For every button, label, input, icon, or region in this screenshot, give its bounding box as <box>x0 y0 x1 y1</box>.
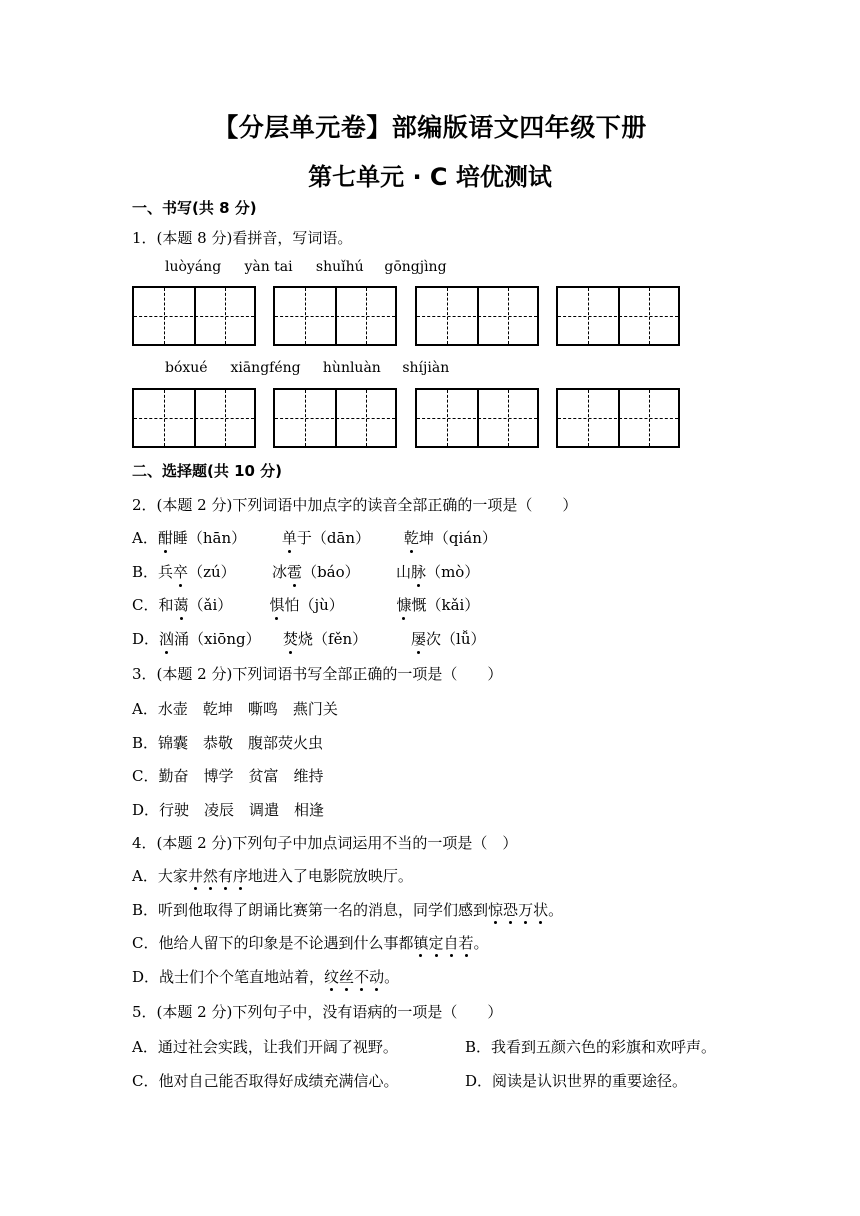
pinyin-item: gōngjìng <box>384 259 447 275</box>
dotted-char: 自 <box>443 934 459 952</box>
q2-option-b[interactable]: B．兵卒（zú） 冰雹（báo） 山脉（mò） <box>132 563 480 581</box>
question-3-stem: 3．(本题 2 分)下列词语书写全部正确的一项是（ ） <box>132 665 503 683</box>
q5-option-d[interactable]: D．阅读是认识世界的重要途径。 <box>465 1072 688 1090</box>
section1-heading: 一、书写(共 8 分) <box>132 199 257 217</box>
writing-grid[interactable] <box>415 388 539 448</box>
q4-option-a[interactable]: A．大家井然有序地进入了电影院放映厅。 <box>132 867 413 885</box>
question-4-stem: 4．(本题 2 分)下列句子中加点词运用不当的一项是（ ） <box>132 834 518 852</box>
dotted-char: 序 <box>232 867 248 885</box>
dotted-char: 汹 <box>159 630 175 648</box>
dotted-char: 慷 <box>396 596 412 614</box>
dotted-char: 蔼 <box>173 596 189 614</box>
dotted-char: 屡 <box>411 630 427 648</box>
q2-option-c[interactable]: C．和蔼（ǎi） 惧怕（jù） 慷慨（kǎi） <box>132 596 480 614</box>
question-5-stem: 5．(本题 2 分)下列句子中，没有语病的一项是（ ） <box>132 1003 503 1021</box>
q2-option-d[interactable]: D．汹涌（xiōng） 焚烧（fěn） 屡次（lǚ） <box>132 630 486 648</box>
pinyin-item: luòyáng <box>165 259 222 275</box>
dotted-char: 镇 <box>413 934 429 952</box>
dotted-char: 卒 <box>173 563 189 581</box>
dotted-char: 脉 <box>411 563 427 581</box>
dotted-word <box>324 968 384 986</box>
dotted-char: 定 <box>428 934 444 952</box>
writing-grid[interactable] <box>556 388 680 448</box>
dotted-char: 若 <box>458 934 474 952</box>
exam-title: 【分层单元卷】部编版语文四年级下册 <box>213 113 647 142</box>
writing-grid[interactable] <box>415 286 539 346</box>
dotted-char: 乾 <box>403 529 419 547</box>
dotted-char: 酣 <box>157 529 173 547</box>
dotted-char: 井 <box>187 867 203 885</box>
writing-grid[interactable] <box>556 286 680 346</box>
dotted-char: 惊 <box>488 901 504 919</box>
pinyin-item: shíjiàn <box>402 360 450 376</box>
exam-subtitle: 第七单元 · C 培优测试 <box>308 163 552 191</box>
q3-option-c[interactable]: C．勤奋 博学 贫富 维持 <box>132 767 324 785</box>
dotted-char: 有 <box>217 867 233 885</box>
dotted-char: 惧 <box>269 596 285 614</box>
writing-grid[interactable] <box>132 388 256 448</box>
dotted-char: 雹 <box>287 563 303 581</box>
question-1-stem: 1．(本题 8 分)看拼音，写词语。 <box>132 229 353 247</box>
writing-grid[interactable] <box>132 286 256 346</box>
dotted-char: 动 <box>369 968 385 986</box>
q5-option-b[interactable]: B．我看到五颜六色的彩旗和欢呼声。 <box>465 1038 717 1056</box>
q5-option-a[interactable]: A．通过社会实践，让我们开阔了视野。 <box>132 1038 398 1056</box>
q3-option-d[interactable]: D．行驶 凌辰 调遣 相逢 <box>132 801 325 819</box>
dotted-char: 恐 <box>503 901 519 919</box>
q3-option-a[interactable]: A．水壶 乾坤 嘶鸣 燕门关 <box>132 700 338 718</box>
dotted-char: 状 <box>533 901 549 919</box>
pinyin-row-1 <box>165 259 447 275</box>
option-label: B． <box>132 563 159 581</box>
dotted-char: 不 <box>354 968 370 986</box>
writing-grid[interactable] <box>273 286 397 346</box>
option-label: D． <box>132 630 160 648</box>
dotted-char: 纹 <box>324 968 340 986</box>
dotted-char: 万 <box>518 901 534 919</box>
pinyin-item: shuǐhú <box>315 259 364 275</box>
pinyin-item: bóxué <box>165 360 208 376</box>
dotted-char: 单 <box>281 529 297 547</box>
pinyin-item: xiāngféng <box>230 360 301 376</box>
q4-option-b[interactable]: B．听到他取得了朗诵比赛第一名的消息，同学们感到惊恐万状。 <box>132 901 564 919</box>
q4-option-d[interactable]: D．战士们个个笔直地站着，纹丝不动。 <box>132 968 400 986</box>
section2-heading: 二、选择题(共 10 分) <box>132 462 283 480</box>
q4-option-c[interactable]: C．他给人留下的印象是不论遇到什么事都镇定自若。 <box>132 934 489 952</box>
pinyin-row-2 <box>165 360 449 376</box>
dotted-word <box>488 901 548 919</box>
option-label: A． <box>132 529 158 547</box>
q2-option-a[interactable]: A．酣睡（hān） 单于（dān） 乾坤（qián） <box>132 529 497 547</box>
dotted-char: 丝 <box>339 968 355 986</box>
option-label: C． <box>132 596 159 614</box>
dotted-word <box>413 934 473 952</box>
question-2-stem: 2．(本题 2 分)下列词语中加点字的读音全部正确的一项是（ ） <box>132 496 578 514</box>
q5-option-c[interactable]: C．他对自己能否取得好成绩充满信心。 <box>132 1072 399 1090</box>
pinyin-item: yàn tai <box>244 259 293 275</box>
writing-grid[interactable] <box>273 388 397 448</box>
dotted-word <box>188 867 248 885</box>
dotted-char: 焚 <box>283 630 299 648</box>
q3-option-b[interactable]: B．锦囊 恭敬 腹部荧火虫 <box>132 734 324 752</box>
dotted-char: 然 <box>202 867 218 885</box>
pinyin-item: hùnluàn <box>322 360 381 376</box>
